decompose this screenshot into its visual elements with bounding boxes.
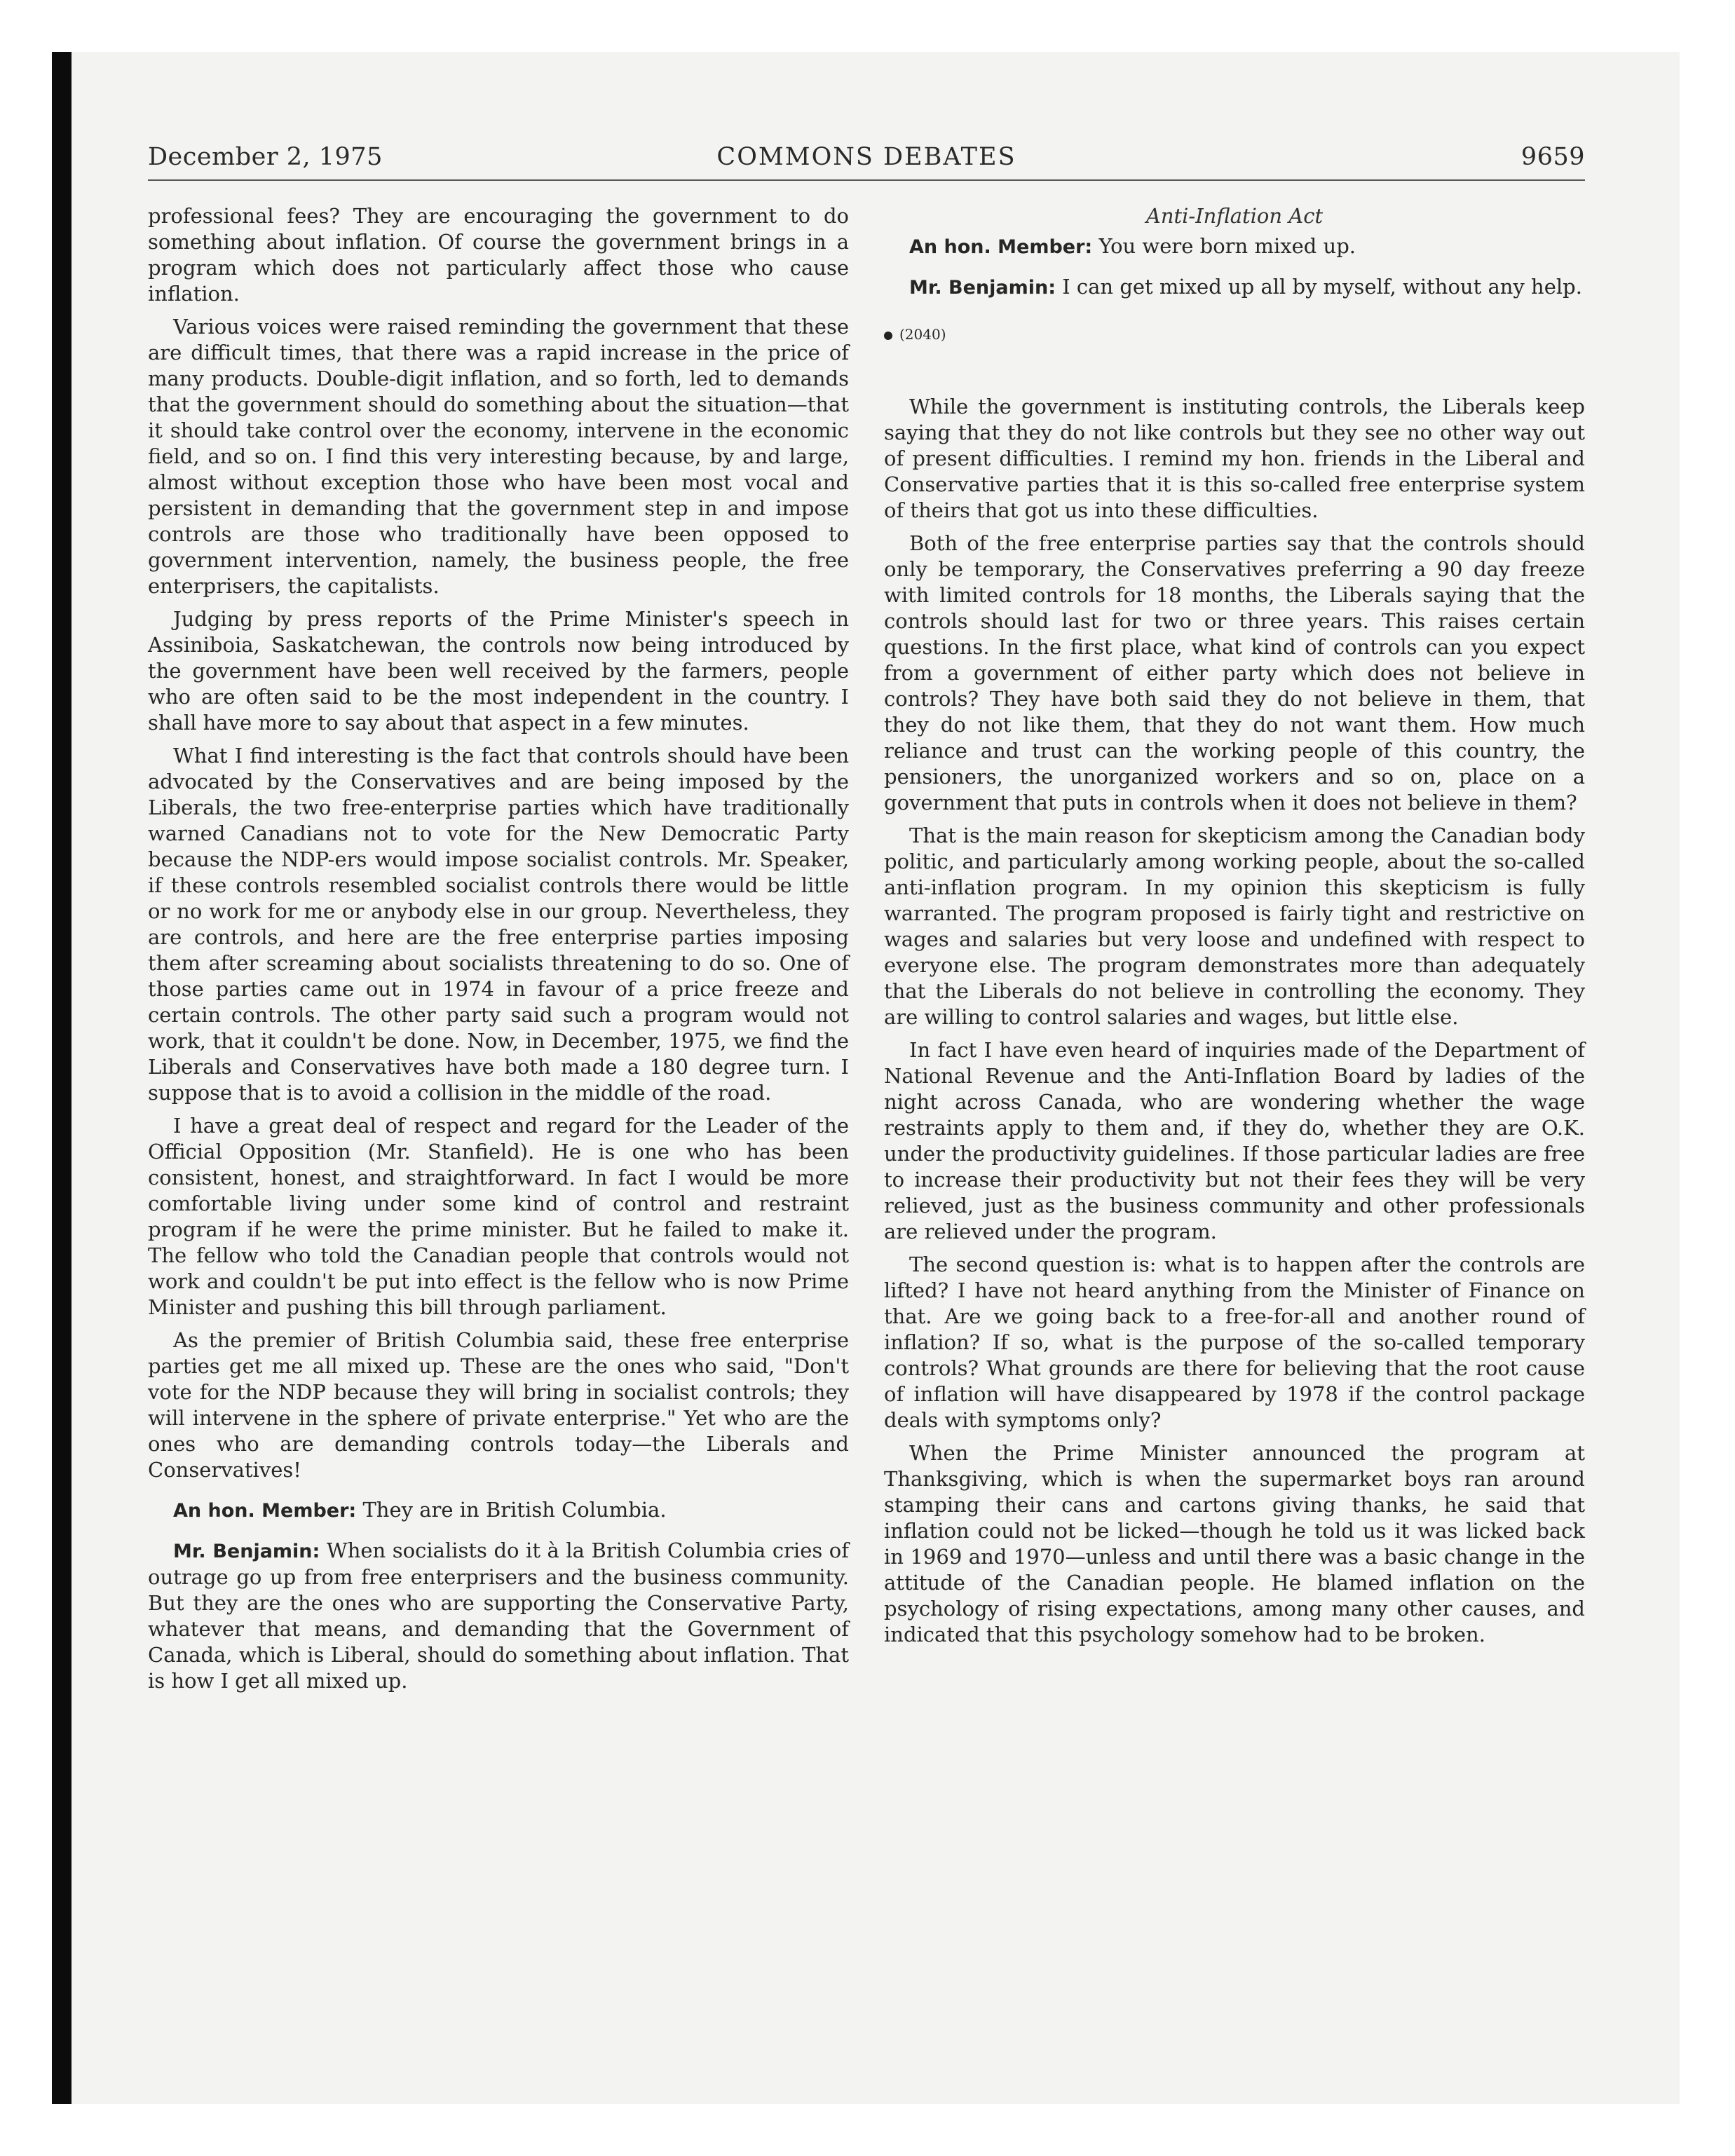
header-publication: COMMONS DEBATES xyxy=(716,143,1016,171)
speech-text: You were born mixed up. xyxy=(1098,234,1356,258)
paragraph: Judging by press reports of the Prime Minister's speech in Assiniboia, Saskatchewan, the controls now being introduced by the government have been well received by the farmers, people who are often said to be the most independent in the country. I shall have more to say about that aspect in a few minutes. xyxy=(148,607,849,735)
binding-edge xyxy=(52,52,72,2104)
speech-text: I can get mixed up all by myself, without any help. xyxy=(1062,275,1582,299)
speaker-name: Mr. Benjamin: xyxy=(909,277,1056,299)
header-date: December 2, 1975 xyxy=(148,143,383,171)
speech xyxy=(148,1497,849,1524)
paragraph: When the Prime Minister announced the program at Thanksgiving, which is when the supermarket boys ran around stamping their cans and cartons giving thanks, he said that inflation could not be licked—though he told us it was licked back in 1969 and 1970—unless and until there was a basic change in the attitude of the Canadian people. He blamed inflation on the psychology of rising expectations, among many other causes, and indicated that this psychology somehow had to be broken. xyxy=(884,1441,1585,1646)
bullet-icon xyxy=(884,332,892,340)
header-page-number: 9659 xyxy=(1520,143,1585,171)
speaker-name: An hon. Member: xyxy=(173,1500,357,1522)
paragraph: That is the main reason for skepticism among the Canadian body politic, and particularly among working people, about the so-called anti-inflation program. In my opinion this skepticism is fully warranted. The program proposed is fairly tight and restrictive on wages and salaries but very loose and undefined with respect to everyone else. The program demonstrates more than adequately that the Liberals do not believe in controlling the economy. They are willing to control salaries and wages, but little else. xyxy=(884,824,1585,1029)
paragraph: Various voices were raised reminding the government that these are difficult times, that there was a rapid increase in the price of many products. Double-digit inflation, and so forth, led to demands that the government should do something about the situation—that it should take control over the economy, intervene in the economic field, and so on. I find this very interesting because, by and large, almost without exception those who have been most vocal and persistent in demanding that the government step in and impose controls are those who traditionally have been opposed to government intervention, namely, the business people, the free enterprisers, the capitalists. xyxy=(148,315,849,598)
speech-text: When socialists do it à la British Columbia cries of outrage go up from free enterprisers and the business community. But they are the ones who are supporting the Conservative Party, whatever that means, and demanding that the Government of Canada, which is Liberal, should do something about inflation. That is how I get all mixed up. xyxy=(148,1538,849,1693)
speech xyxy=(884,274,1585,301)
paragraph: While the government is instituting controls, the Liberals keep saying that they do not like controls but they see no other way out of present difficulties. I remind my hon. friends in the Liberal and Conservative parties that it is this so-called free enterprise system of theirs that got us into these difficulties. xyxy=(884,395,1585,522)
paragraph: I have a great deal of respect and regard for the Leader of the Official Opposition (Mr. Stanfield). He is one who has been consistent, honest, and straightforward. In fact I would be more comfortable living under some kind of control and restraint program if he were the prime minister. But he failed to make it. The fellow who told the Canadian people that controls would not work and couldn't be put into effect is the fellow who is now Prime Minister and pushing this bill through parliament. xyxy=(148,1114,849,1319)
time-marker xyxy=(884,322,1585,348)
speech xyxy=(884,233,1585,260)
paragraph: Both of the free enterprise parties say that the controls should only be temporary, the Conservatives preferring a 90 day freeze with limited controls for 18 months, the Liberals saying that the controls should last for two or three years. This raises certain questions. In the first place, what kind of controls can you expect from a government of either party which does not believe in controls? They have both said they do not believe in them, that they do not like them, that they do not want them. How much reliance and trust can the working people of this country, the pensioners, the unorganized workers and so on, place on a government that puts in controls when it does not believe in them? xyxy=(884,531,1585,814)
speech-text: They are in British Columbia. xyxy=(362,1498,667,1522)
page-header xyxy=(148,143,1585,181)
paragraph: The second question is: what is to happen after the controls are lifted? I have not heard anything from the Minister of Finance on that. Are we going back to a free-for-all and another round of inflation? If so, what is the purpose of the so-called temporary controls? What grounds are there for believing that the root cause of inflation will have disappeared by 1978 if the control package deals with symptoms only? xyxy=(884,1253,1585,1432)
time-marker-text: (2040) xyxy=(899,326,946,343)
right-column xyxy=(884,203,1585,1655)
speaker-name: Mr. Benjamin: xyxy=(173,1541,320,1562)
paragraph: What I find interesting is the fact that controls should have been advocated by the Conservatives and are being imposed by the Liberals, the two free-enterprise parties which have traditionally warned Canadians not to vote for the New Democratic Party because the NDP-ers would impose socialist controls. Mr. Speaker, if these controls resembled socialist controls there would be little or no work for me or anybody else in our group. Nevertheless, they are controls, and here are the free enterprise parties imposing them after screaming about socialists threatening to do so. One of those parties came out in 1974 in favour of a price freeze and certain controls. The other party said such a program would not work, that it couldn't be done. Now, in December, 1975, we find the Liberals and Conservatives have both made a 180 degree turn. I suppose that is to avoid a collision in the middle of the road. xyxy=(148,744,849,1105)
speaker-name: An hon. Member: xyxy=(909,236,1093,258)
left-column xyxy=(148,203,849,1708)
paragraph: professional fees? They are encouraging the government to do something about inflation. Of course the government brings in a program which does not particularly affect those who cause inflation. xyxy=(148,204,849,306)
paragraph: As the premier of British Columbia said, these free enterprise parties get me all mixed up. These are the ones who said, "Don't vote for the NDP because they will bring in socialist controls; they will intervene in the sphere of private enterprise." Yet who are the ones who are demanding controls today—the Liberals and Conservatives! xyxy=(148,1328,849,1482)
paragraph: In fact I have even heard of inquiries made of the Department of National Revenue and the Anti-Inflation Board by ladies of the night across Canada, who are wondering whether the wage restraints apply to them and, if they do, whether they are O.K. under the productivity guidelines. If those particular ladies are free to increase their productivity but not their fees they will be very relieved, just as the business community and other professionals are relieved under the program. xyxy=(884,1038,1585,1243)
running-head: Anti-Inflation Act xyxy=(1145,204,1324,228)
speech xyxy=(148,1538,849,1694)
